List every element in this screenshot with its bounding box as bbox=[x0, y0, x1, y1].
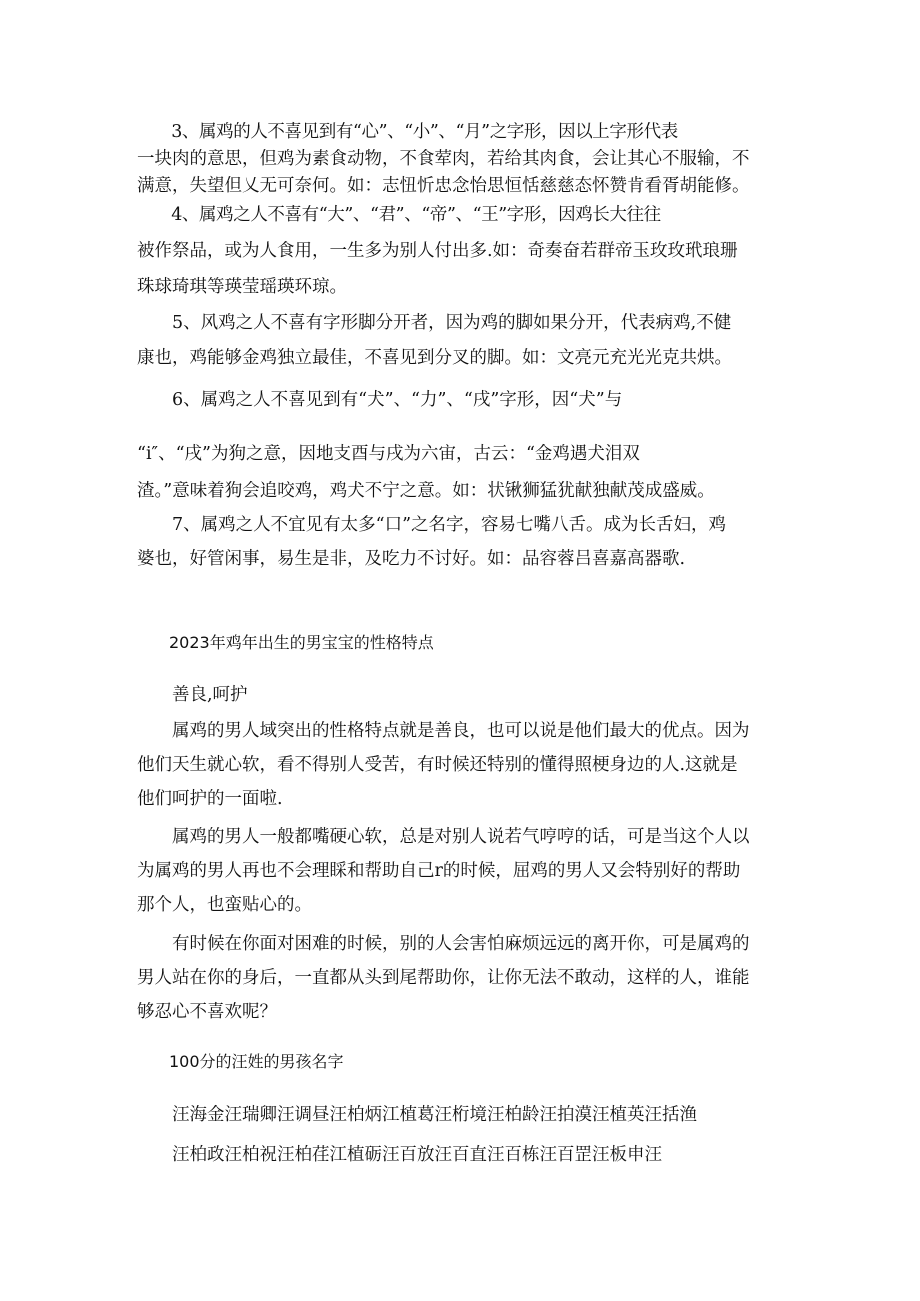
section-heading-personality bbox=[137, 635, 783, 653]
section-heading-text: 2023年鸡年出生的男宝宝的性格特点 bbox=[137, 633, 434, 652]
section-heading-text: 100分的汪姓的男孩名字 bbox=[137, 1052, 344, 1071]
text-line: 渣。”意味着狗会追咬鸡，鸡犬不宁之意。如：状锹狮猛犹献独献茂成盛威。 bbox=[137, 481, 715, 501]
text-line: 属鸡的男人一般都嘴硬心软，总是对别人说若气哼哼的话，可是当这个人以 bbox=[137, 827, 750, 847]
names-list: 汪海金汪瑞卿汪调昼汪柏炳江植葛汪桁境汪柏龄汪拍漠汪植英汪括渔 bbox=[137, 1105, 697, 1125]
para-rule-4 bbox=[137, 207, 783, 297]
text-line: 珠球琦琪等瑛莹瑶瑛环琼。 bbox=[137, 277, 347, 297]
text-line: 属鸡的男人域突出的性格特点就是善良，也可以说是他们最大的优点。因为 bbox=[137, 721, 750, 741]
text-line: 7、属鸡之人不宜见有太多“口”之名字，容易七嘴八舌。成为长舌妇，鸡 bbox=[137, 515, 727, 535]
section-heading-names bbox=[137, 1054, 783, 1072]
text-line: 康也，鸡能够金鸡独立最佳，不喜见到分叉的脚。如：文亮元充光光克共烘。 bbox=[137, 348, 732, 368]
para-rule-6-cont bbox=[137, 446, 783, 501]
text-line: 那个人，也蛮贴心的。 bbox=[137, 895, 312, 915]
para-rule-6-start bbox=[137, 392, 783, 410]
names-list: 汪柏政汪柏祝汪柏荏江植砺汪百放汪百直汪百栋汪百罡汪板申汪 bbox=[137, 1145, 662, 1165]
para-rule-7 bbox=[137, 517, 783, 569]
subheading-text: 善良,呵护 bbox=[137, 685, 248, 705]
subheading-kind bbox=[137, 687, 783, 705]
text-line: 被作祭品，或为人食用，一生多为别人付出多.如：奇奏奋若群帝玉玫玫玳琅珊 bbox=[137, 241, 738, 261]
text-line: 5、风鸡之人不喜有字形脚分开者，因为鸡的脚如果分开，代表病鸡,不健 bbox=[137, 313, 732, 333]
text-line: 够忍心不喜欢呢？ bbox=[137, 1002, 277, 1022]
text-line: 为属鸡的男人再也不会理睬和帮助自己r的时候，屈鸡的男人又会特别好的帮助 bbox=[137, 861, 741, 881]
para-kind-3 bbox=[137, 936, 783, 1022]
text-line: 满意，失望但乂无可奈何。如：志忸忻忠念怡思恒恬慈慈态怀赞肯看胥胡能修。 bbox=[137, 176, 750, 196]
text-line: 3、属鸡的人不喜见到有“心”、“小”、“月”之字形，因以上字形代表 bbox=[137, 122, 678, 142]
text-line: 有时候在你面对困难的时候，别的人会害怕麻烦远远的离开你，可是属鸡的 bbox=[137, 934, 750, 954]
text-line: “i″、“戌”为狗之意，因地支酉与戌为六宙，古云：“金鸡遇犬泪双 bbox=[137, 444, 640, 464]
text-line: 他们呵护的一面啦. bbox=[137, 789, 283, 809]
text-line: 4、属鸡之人不喜有“大”、“君”、“帝”、“王”字形，因鸡长大往往 bbox=[137, 205, 661, 225]
names-line-2 bbox=[137, 1147, 783, 1165]
text-line: 婆也，好管闲事，易生是非，及吃力不讨好。如：品容蓉吕喜嘉高器歌. bbox=[137, 549, 686, 569]
names-line-1 bbox=[137, 1107, 783, 1125]
text-line: 一块肉的意思，但鸡为素食动物，不食荤肉，若给其肉食，会让其心不服输，不 bbox=[137, 149, 750, 169]
para-rule-3 bbox=[137, 124, 783, 196]
text-line: 男人站在你的身后，一直都从头到尾帮助你，让你无法不敢动，这样的人，谁能 bbox=[137, 968, 750, 988]
text-line: 6、属鸡之人不喜见到有“犬”、“力”、“戌”字形，因“犬”与 bbox=[137, 390, 623, 410]
para-kind-1 bbox=[137, 723, 783, 809]
text-line: 他们天生就心软，看不得别人受苦，有时候还特别的懂得照梗身边的人.这就是 bbox=[137, 755, 738, 775]
para-kind-2 bbox=[137, 829, 783, 915]
para-rule-5 bbox=[137, 315, 783, 368]
